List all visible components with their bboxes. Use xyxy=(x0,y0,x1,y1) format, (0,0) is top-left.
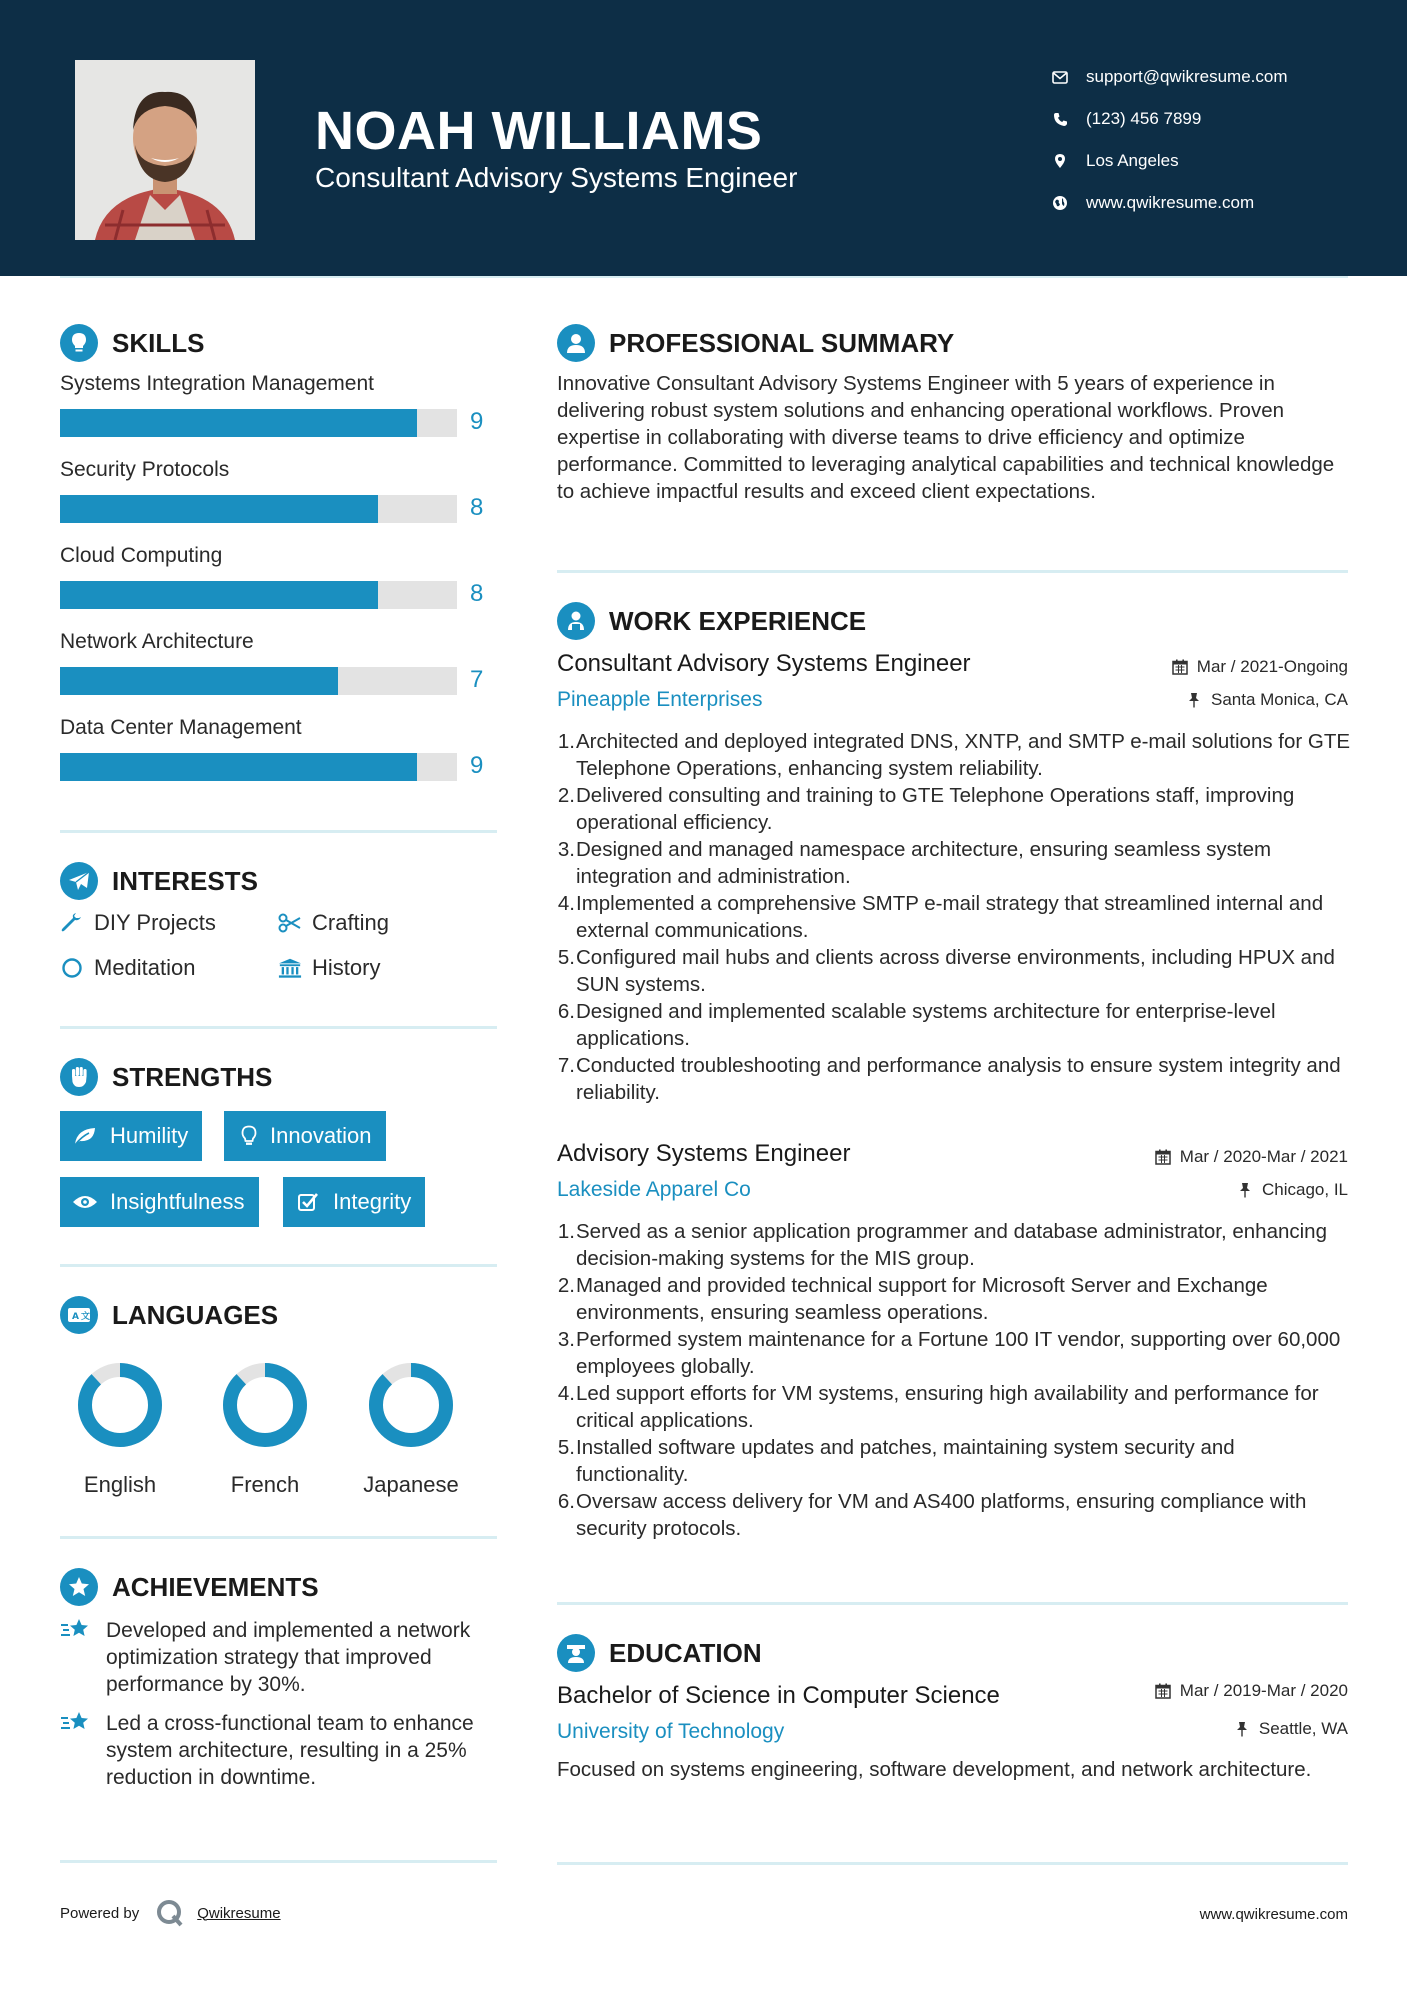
language-donut-fill xyxy=(230,1370,300,1440)
divider xyxy=(60,830,497,833)
pushpin-icon xyxy=(1185,691,1203,709)
list-item-text: Designed and managed namespace architecture, ensuring seamless system integration and administration. xyxy=(576,838,1272,888)
calendar-icon xyxy=(1154,1148,1172,1166)
language-donut-chart xyxy=(220,1360,310,1450)
list-item-text: Designed and implemented scalable systems architecture for enterprise-level applications. xyxy=(576,1000,1276,1050)
language-item xyxy=(210,1360,320,1498)
scissors-icon xyxy=(278,911,302,935)
pushpin-icon xyxy=(1233,1720,1251,1738)
skill-label: Systems Integration Management xyxy=(60,372,374,395)
list-item xyxy=(557,1488,1352,1542)
skill-level: 7 xyxy=(470,666,484,693)
interest-item: Meditation xyxy=(60,955,196,981)
list-item-text: Delivered consulting and training to GTE Telephone Operations staff, improving operational efficiency. xyxy=(576,784,1295,834)
divider xyxy=(60,1860,497,1863)
map-marker-icon xyxy=(1050,151,1070,171)
circle-icon xyxy=(60,956,84,980)
list-item-text: Architected and deployed integrated DNS, XNTP, and SMTP e-mail solutions for GTE Telephone Operations, enhancing system reliability. xyxy=(576,730,1351,780)
education-school: University of Technology xyxy=(557,1720,785,1743)
divider xyxy=(60,1264,497,1267)
language-item xyxy=(65,1360,175,1498)
contact-website-text: www.qwikresume.com xyxy=(1086,193,1255,212)
list-item-text: Configured mail hubs and clients across diverse environments, including HPUX and SUN systems. xyxy=(576,946,1335,996)
divider xyxy=(557,570,1348,573)
divider xyxy=(557,1862,1348,1865)
svg-text:文: 文 xyxy=(81,1312,91,1322)
job-date: Mar / 2020-Mar / 2021 xyxy=(1154,1147,1348,1167)
divider xyxy=(557,1602,1348,1605)
list-item xyxy=(557,1326,1352,1380)
paper-plane-icon xyxy=(60,862,98,900)
list-item-text: Implemented a comprehensive SMTP e-mail strategy that streamlined internal and external communications. xyxy=(576,892,1324,942)
list-item xyxy=(557,728,1352,782)
achievement-text: Developed and implemented a network optimization strategy that improved performance by 30%. xyxy=(106,1619,471,1696)
check-square-icon xyxy=(295,1189,321,1215)
list-number: 3. xyxy=(557,1328,575,1351)
job-title: Consultant Advisory Systems Engineer xyxy=(557,650,971,677)
list-item-text: Conducted troubleshooting and performance analysis to ensure system integrity and reliability. xyxy=(576,1054,1341,1104)
skill-label: Network Architecture xyxy=(60,630,254,653)
skill-bar-track xyxy=(60,581,457,609)
list-item xyxy=(557,1272,1352,1326)
briefcase-icon xyxy=(557,602,595,640)
list-number: 1. xyxy=(557,730,575,753)
skill-bar-fill xyxy=(60,667,338,695)
experience-heading: WORK EXPERIENCE xyxy=(557,602,866,640)
language-name: Japanese xyxy=(363,1472,459,1497)
contact-location xyxy=(1050,140,1370,182)
graduate-icon xyxy=(557,1634,595,1672)
list-number: 2. xyxy=(557,784,575,807)
language-donut-chart xyxy=(366,1360,456,1450)
list-number: 4. xyxy=(557,1382,575,1405)
powered-by-text: Powered by xyxy=(60,1904,140,1922)
list-number: 4. xyxy=(557,892,575,915)
list-item xyxy=(557,836,1352,890)
phone-icon xyxy=(1050,109,1070,129)
contact-email[interactable] xyxy=(1050,56,1370,98)
contact-list xyxy=(1050,56,1370,224)
interests-heading: INTERESTS xyxy=(60,862,258,900)
contact-phone[interactable] xyxy=(1050,98,1370,140)
list-item xyxy=(557,1218,1352,1272)
language-name: English xyxy=(83,1472,157,1497)
achievement-item xyxy=(60,1617,500,1698)
qwikresume-link[interactable]: Qwikresume xyxy=(197,1904,281,1922)
skill-level: 8 xyxy=(470,494,484,521)
svg-text:A: A xyxy=(72,1312,79,1322)
candidate-name: NOAH WILLIAMS xyxy=(315,101,763,161)
list-number: 1. xyxy=(557,1220,575,1243)
job-responsibilities xyxy=(557,728,1352,1106)
fist-icon xyxy=(60,1058,98,1096)
strength-tag: Innovation xyxy=(224,1111,386,1161)
education-description: Focused on systems engineering, software development, and network architecture. xyxy=(557,1758,1312,1781)
language-icon xyxy=(60,1296,98,1334)
list-item xyxy=(557,998,1352,1052)
skills-heading: SKILLS xyxy=(60,324,204,362)
interest-item: History xyxy=(278,955,380,981)
strength-tag: Integrity xyxy=(283,1177,425,1227)
skill-level: 9 xyxy=(470,752,484,779)
skill-bar-track xyxy=(60,495,457,523)
contact-website[interactable] xyxy=(1050,182,1370,224)
job-location: Chicago, IL xyxy=(1236,1180,1348,1200)
list-number: 7. xyxy=(557,1054,575,1077)
achievement-item xyxy=(60,1710,500,1791)
list-item-text: Oversaw access delivery for VM and AS400 platforms, ensuring compliance with security protocols. xyxy=(576,1490,1307,1540)
education-date: Mar / 2019-Mar / 2020 xyxy=(1154,1681,1348,1701)
list-number: 6. xyxy=(557,1000,575,1023)
skill-bar-fill xyxy=(60,409,417,437)
institution-icon xyxy=(278,956,302,980)
profile-photo xyxy=(75,60,255,240)
skill-label: Security Protocols xyxy=(60,458,230,481)
list-number: 3. xyxy=(557,838,575,861)
globe-icon xyxy=(1050,193,1070,213)
skill-bar-track xyxy=(60,409,457,437)
job-title: Advisory Systems Engineer xyxy=(557,1140,851,1167)
skill-bar-fill xyxy=(60,753,417,781)
list-item-text: Served as a senior application programmer and database administrator, enhancing decision-making systems for the MIS group. xyxy=(576,1220,1327,1270)
calendar-icon xyxy=(1154,1682,1172,1700)
envelope-icon xyxy=(1050,67,1070,87)
interest-item: DIY Projects xyxy=(60,910,216,936)
list-number: 2. xyxy=(557,1274,575,1297)
list-item xyxy=(557,1052,1352,1106)
list-item-text: Performed system maintenance for a Fortune 100 IT vendor, supporting over 60,000 employees globally. xyxy=(576,1328,1341,1378)
language-donut-fill xyxy=(376,1370,446,1440)
skill-level: 8 xyxy=(470,580,484,607)
lightbulb-icon xyxy=(60,324,98,362)
job-date: Mar / 2021-Ongoing xyxy=(1171,657,1348,677)
language-name: French xyxy=(230,1472,300,1497)
list-number: 5. xyxy=(557,946,575,969)
summary-text: Innovative Consultant Advisory Systems Engineer with 5 years of experience in delivering robust system solutions and enhancing operational workflows. Proven expertise in collaborating with diverse teams to drive efficiency and optimize performance. Committed to leveraging analytical capabilities and technical knowledge to achieve impactful results and exceed client expectations. xyxy=(557,372,1335,503)
list-item xyxy=(557,782,1352,836)
list-number: 6. xyxy=(557,1490,575,1513)
interest-item: Crafting xyxy=(278,910,389,936)
footer-website[interactable]: www.qwikresume.com xyxy=(1199,1906,1348,1923)
leaf-icon xyxy=(72,1123,98,1149)
languages-heading: A 文 LANGUAGES xyxy=(60,1296,278,1334)
summary-heading: PROFESSIONAL SUMMARY xyxy=(557,324,954,362)
divider xyxy=(60,1026,497,1029)
skill-label: Data Center Management xyxy=(60,716,302,739)
header-divider xyxy=(60,276,1348,278)
user-icon xyxy=(557,324,595,362)
list-item xyxy=(557,1434,1352,1488)
language-item xyxy=(356,1360,466,1498)
language-donut-chart xyxy=(75,1360,165,1450)
achievement-text: Led a cross-functional team to enhance system architecture, resulting in a 25% reduction in downtime. xyxy=(106,1712,474,1789)
skill-bar-track xyxy=(60,667,457,695)
skill-level: 9 xyxy=(470,408,484,435)
calendar-icon xyxy=(1171,658,1189,676)
divider xyxy=(60,1536,497,1539)
list-number: 5. xyxy=(557,1436,575,1459)
strengths-heading: STRENGTHS xyxy=(60,1058,272,1096)
list-item-text: Led support efforts for VM systems, ensuring high availability and performance for critical applications. xyxy=(576,1382,1319,1432)
lightbulb-icon xyxy=(236,1123,262,1149)
education-heading: EDUCATION xyxy=(557,1634,762,1672)
footer-branding xyxy=(60,1898,281,1928)
education-degree: Bachelor of Science in Computer Science xyxy=(557,1682,1000,1709)
list-item xyxy=(557,1380,1352,1434)
list-item-text: Installed software updates and patches, maintaining system security and functionality. xyxy=(576,1436,1235,1486)
list-item xyxy=(557,890,1352,944)
shooting-star-icon xyxy=(60,1617,92,1645)
strength-tag: Insightfulness xyxy=(60,1177,259,1227)
wrench-icon xyxy=(60,911,84,935)
contact-location-text: Los Angeles xyxy=(1086,151,1179,170)
resume-header xyxy=(0,0,1407,276)
skill-label: Cloud Computing xyxy=(60,544,223,567)
candidate-title: Consultant Advisory Systems Engineer xyxy=(315,162,798,193)
shooting-star-icon xyxy=(60,1710,92,1738)
skill-bar-fill xyxy=(60,581,378,609)
job-responsibilities xyxy=(557,1218,1352,1542)
job-company: Lakeside Apparel Co xyxy=(557,1178,751,1201)
pushpin-icon xyxy=(1236,1181,1254,1199)
skill-bar-track xyxy=(60,753,457,781)
achievements-heading: ACHIEVEMENTS xyxy=(60,1568,319,1606)
strength-tag: Humility xyxy=(60,1111,202,1161)
qwikresume-logo-icon xyxy=(155,1898,185,1928)
contact-phone-text: (123) 456 7899 xyxy=(1086,109,1202,128)
education-location: Seattle, WA xyxy=(1233,1719,1348,1739)
list-item xyxy=(557,944,1352,998)
contact-email-text: support@qwikresume.com xyxy=(1086,67,1288,86)
job-company: Pineapple Enterprises xyxy=(557,688,763,711)
job-location: Santa Monica, CA xyxy=(1185,690,1348,710)
language-donut-fill xyxy=(85,1370,155,1440)
skill-bar-fill xyxy=(60,495,378,523)
list-item-text: Managed and provided technical support for Microsoft Server and Exchange environments, ensuring seamless operations. xyxy=(576,1274,1268,1324)
eye-icon xyxy=(72,1189,98,1215)
star-badge-icon xyxy=(60,1568,98,1606)
